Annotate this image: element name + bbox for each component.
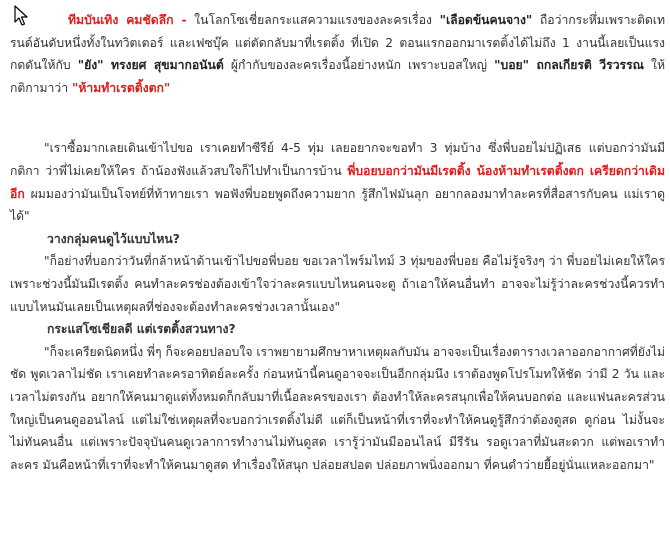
quote-text-2: ผมมองว่ามันเป็นโจทย์ที่ท้าทายเรา พอฟังพี่บอยพูดถึงความยาก รู้สึกไฟมันลุก อยากลองมาทำละครที่สื่อสารกับคน แม่เราดูได้" (10, 186, 665, 224)
answer-paragraph-1: "ก็อย่างที่บอกว่าวันที่กล้าหน้าด้านเข้าไปขอพี่บอย ขอเวลาไพร์มไทม์ 3 ทุ่มของพี่บอย คือไม่รู้จริงๆ ว่า พี่บอยไม่เคยให้ใคร เพราะช่วงนี้มันมีเรตติ้ง คนทำละครช่องต้องเข้าใจว่าละครแบบไหนคนจะดู ถ้าเอาให้คนอื่นทำ อาจจะไม่รู้ว่าละครช่วงนี้ควรทำแบบไหนมันเลยเป็นเหตุผลที่ช่องจะต้องทำละครช่วงเวลานั้นเอง" (10, 254, 665, 314)
answer-paragraph-2: "ก็จะเครียดนิดหนึ่ง พี่ๆ ก็จะคอยปลอบใจ เราพยายามศึกษาหาเหตุผลกับมัน อาจจะเป็นเรื่องตารางเวลาออกอากาศที่ยังไม่ชัด พูดเวลาไม่ชัด เราเคยทำละครอาทิตย์ละครั้ง ก่อนหน้านี้คนดูอาจจะเป็นอีกกลุ่มนึง เราต้องพูดโปรโมทให้ชัด ว่ามี 2 วัน และเวลาไม่ตรงกัน อยากให้คนมาดูแต่ทั้งหมดก็กลับมาที่เนื้อละครของเรา ต้องทำให้ละครสนุกเพื่อให้คนบอกต่อ และแฟนละครส่วนใหญ่เป็นคนดูออนไลน์ แต่ไม่ใช่เหตุผลที่จะบอกว่าเรตติ้งไม่ดี แต่ก็เป็นหน้าที่เราที่จะทำให้คนดูรู้สึกว่าต้องดูสด ดูก่อน ไม่งั้นจะไม่ทันคนอื่น แต่เพราะปัจจุบันคนดูเวลาการทำงานไม่ทันดูสด เรารู้ว่ามันมีออนไลน์ มีรีรัน รอดูเวลาที่มันสะดวก แต่พอเราทำละคร มันคือหน้าที่เราที่จะทำให้คนมาดูสด ทำเรื่องให้สนุก ปล่อยสปอต ปล่อยภาพนิ่งออกมา ที่คนดำว่ายยื้อยู่นั่นแหละออกมา" (10, 344, 665, 472)
quote-highlight: พี่บอยบอกว่ามันมีเรตติ้ง น้องห้ามทำเรตติ้งตก เครียดกว่าเดิมอีก (10, 163, 665, 201)
rating-rule: "ห้ามทำเรตติ้งตก" (71, 80, 171, 95)
director-name: "ยัง" ทรงยศ สุขมากอนันต์ (77, 58, 224, 73)
boss-name: "บอย" ถกลเกียรติ วีรวรรณ (494, 58, 644, 73)
quote-text-1: "เราซื้อมากเลยเดินเข้าไปขอ เราเคยทำซีรีย์ 4-5 ทุ่ม เลยอยากจะขอทำ 3 ทุ่มบ้าง ซึ่งพี่บอยไม่ปฏิเสธ แต่บอกว่ามันมีกติกา ว่าพี่ไม่เคยให้ใคร ถ้าน้องฟังแล้วสบใจก็ไปทำเป็นการบ้าน (10, 141, 665, 178)
article-body (10, 9, 665, 476)
lead-text-4: ให้กติกามาว่า (10, 58, 666, 95)
paragraph-spacer (10, 99, 665, 137)
lead-paragraph (10, 9, 665, 99)
lead-text-2: ถือว่ากระหึ่มเพราะติดเทรนด์อันดับหนึ่งทั้งในทวิตเตอร์ และเฟซบุ๊ค แต่ตัดกลับมาที่เรตติ้ง ที่เปิด 2 ตอนแรกออกมาเรตติ้งได้ไม่ถึง 1 งานนี้เลยเป็นแรงกดดันให้กับ (10, 13, 665, 73)
lead-text-1: ในโลกโซเชี่ยลกระแสความแรงของละครเรื่อง (186, 13, 440, 27)
lead-text-3: ผู้กำกับของละครเรื่องนี้อย่างหนัก เพราะบอสใหญ่ (223, 58, 495, 73)
question-heading-2: กระแสโซเชียลดี แต่เรตติ้งสวนทาง? (47, 322, 236, 337)
question-heading-1: วางกลุ่มคนดูไว้แบบไหน? (47, 231, 180, 246)
show-title: "เลือดข้นคนจาง" (439, 13, 533, 27)
quote-paragraph-1 (10, 137, 665, 227)
byline: ทีมบันเทิง คมชัดลึก - (68, 13, 187, 27)
